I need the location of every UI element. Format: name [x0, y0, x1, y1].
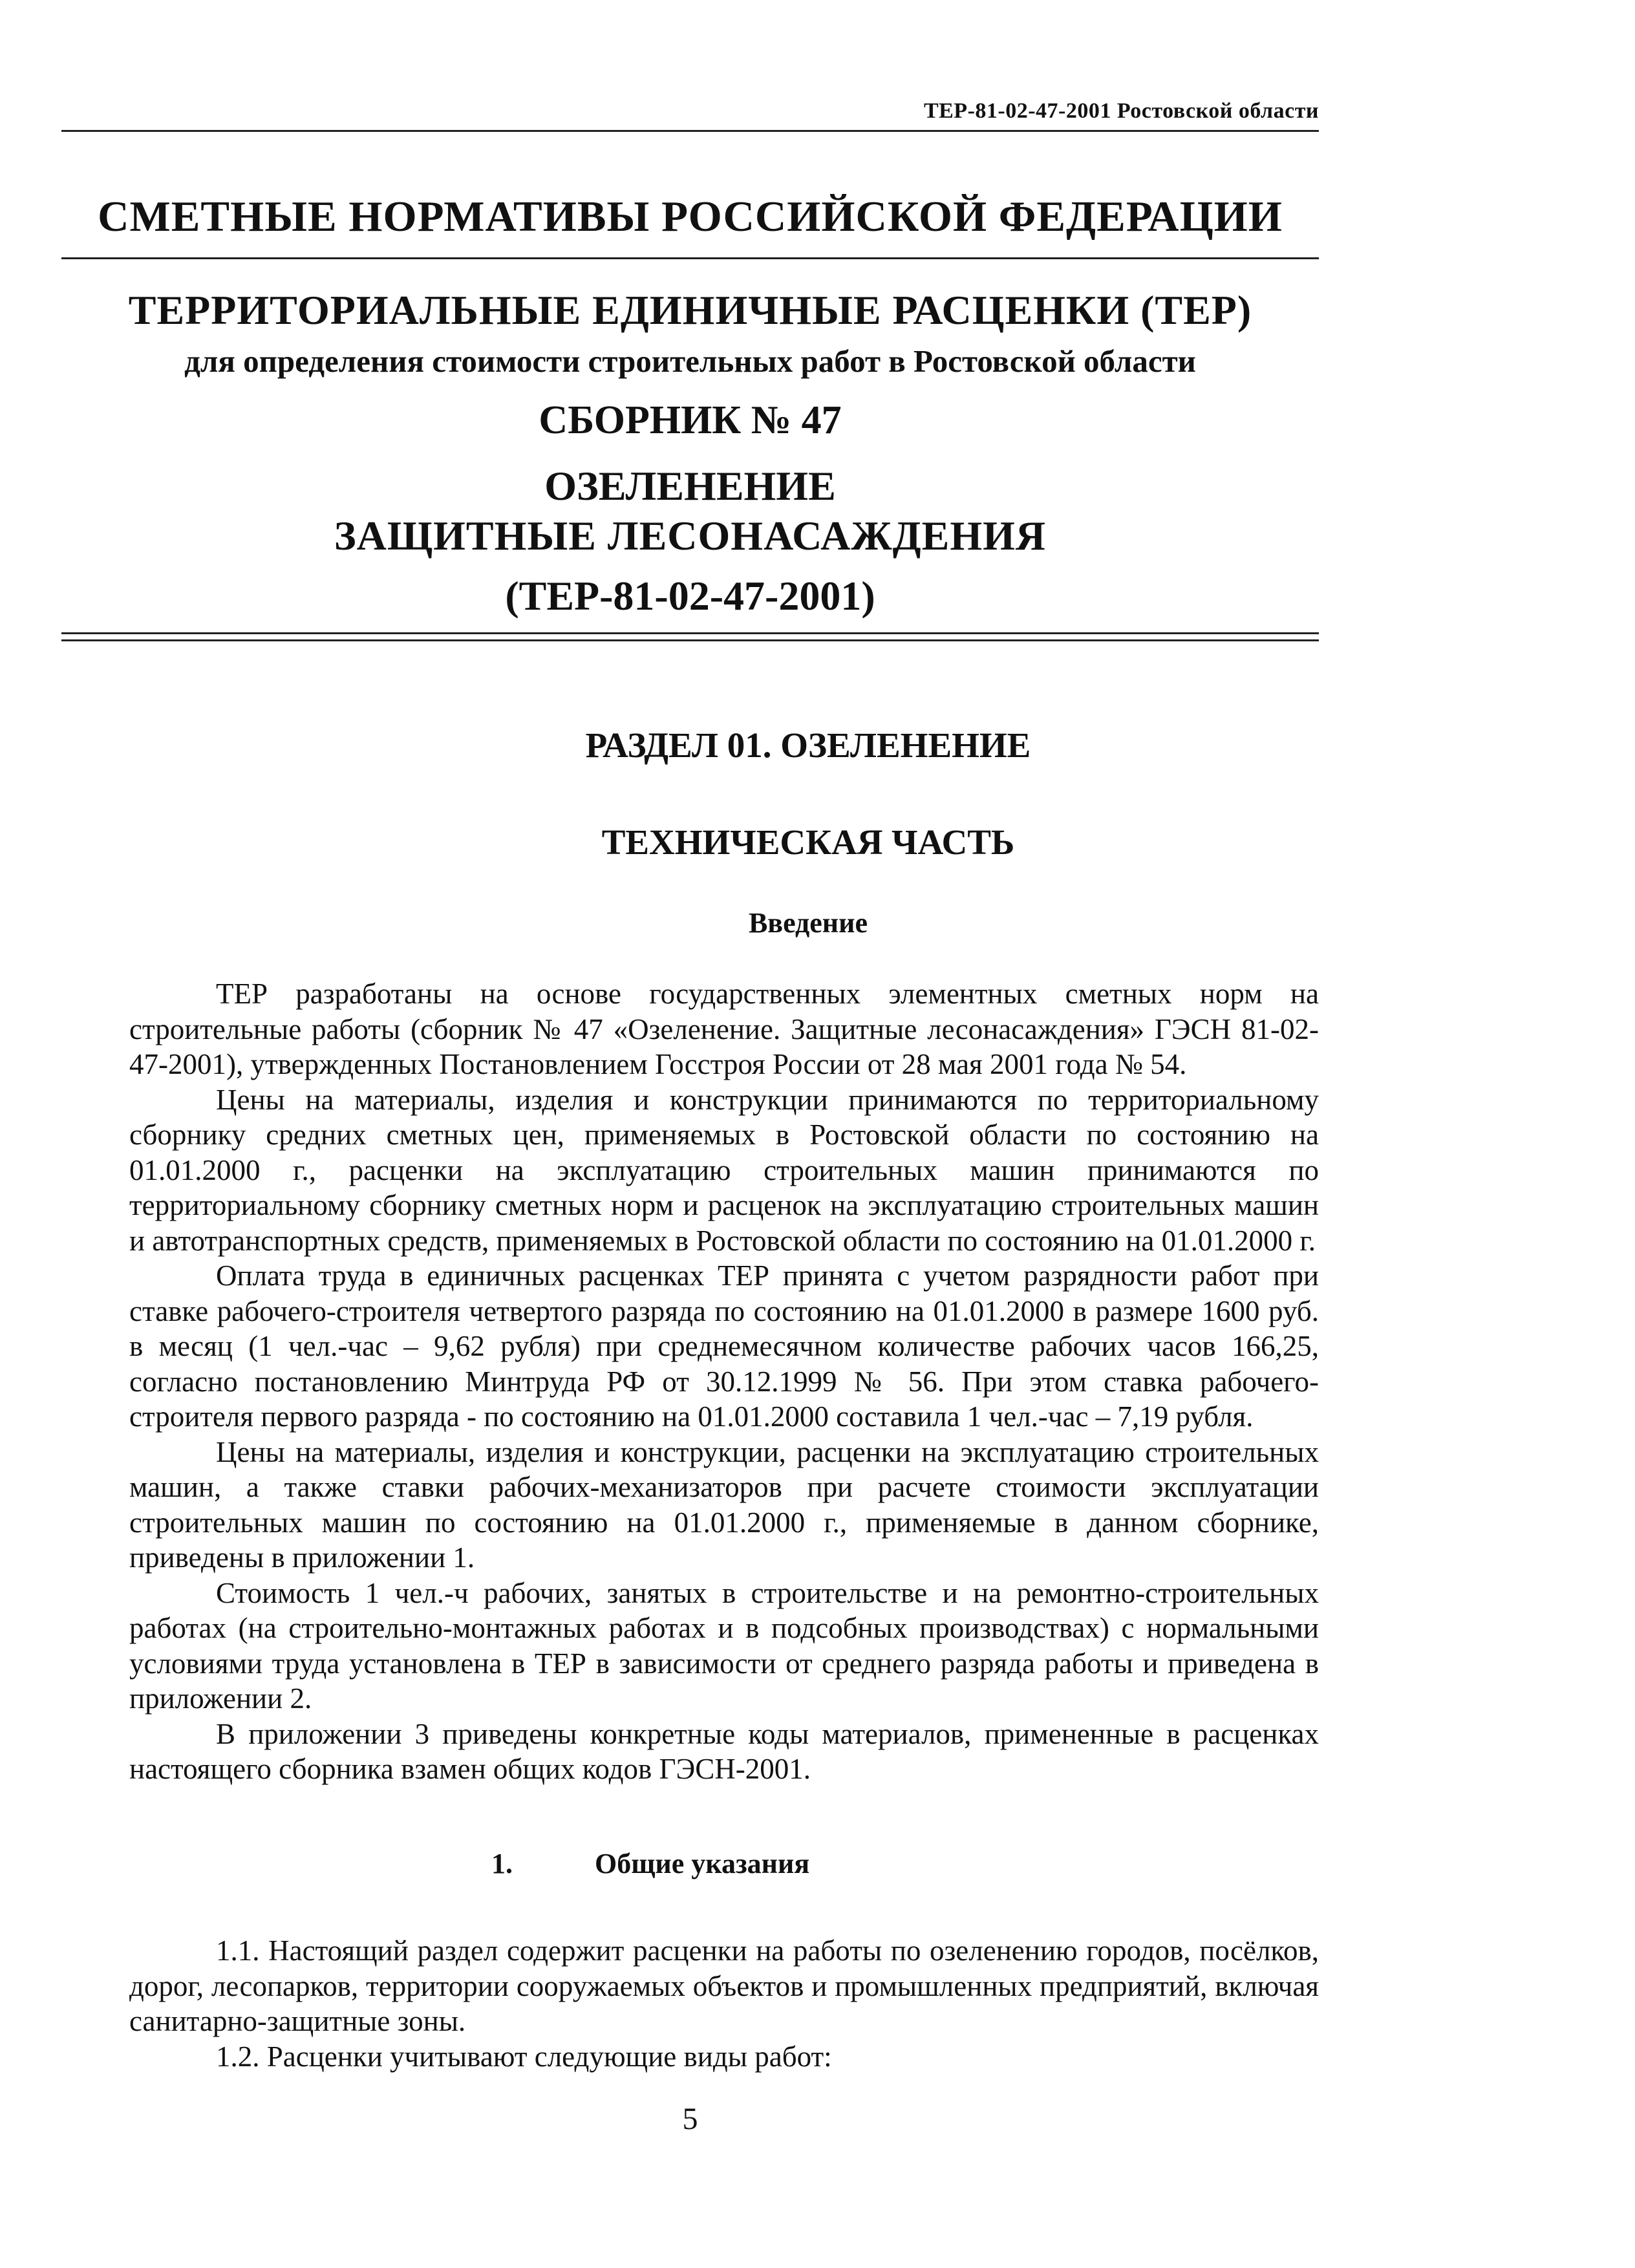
section-title: РАЗДЕЛ 01. ОЗЕЛЕНЕНИЕ — [585, 725, 1031, 765]
intro-paragraph: Оплата труда в единичных расценках ТЕР принята с учетом разрядности работ при ставке рабочего-строителя четвертого разряда по состоянию на 01.01.2000 в размере 1600 руб. в месяц (1 чел.-час – 9,62 рубля) при среднемесячном количестве рабочих часов 166,25, согласно постановлению Минтруда РФ от 30.12.1999 № 56. При этом ставка рабочего-строителя первого разряда - по состоянию на 01.01.2000 составила 1 чел.-час – 7,19 рубля. — [129, 1259, 1319, 1433]
intro-paragraph: Цены на материалы, изделия и конструкции принимаются по территориальному сборнику средних сметных цен, применяемых в Ростовской области по состоянию на 01.01.2000 г., расценки на эксплуатацию строительных машин принимаются по территориальному сборнику сметных норм и расценок на эксплуатацию строительных машин и автотранспортных средств, применяемых в Ростовской области по состоянию на 01.01.2000 г. — [129, 1083, 1319, 1257]
tech-part-title: ТЕХНИЧЕСКАЯ ЧАСТЬ — [601, 822, 1015, 862]
general-paragraph: 1.2. Расценки учитывают следующие виды работ: — [216, 2040, 832, 2073]
intro-text — [129, 976, 1319, 1787]
general-heading-number: 1. — [491, 1848, 513, 1879]
document-code: (ТЕР-81-02-47-2001) — [505, 573, 875, 619]
general-text — [129, 1933, 1319, 2074]
intro-title: Введение — [748, 907, 868, 939]
title-double-rule — [61, 632, 1319, 641]
intro-paragraph: Стоимость 1 чел.-ч рабочих, занятых в строительстве и на ремонтно-строительных работах (на строительно-монтажных работах и в подсобных производствах) с нормальными условиями труда установлена в ТЕР в зависимости от среднего разряда работы и приведена в приложении 2. — [129, 1576, 1319, 1715]
title-rule — [61, 257, 1319, 259]
intro-paragraph: Цены на материалы, изделия и конструкции, расценки на эксплуатацию строительных машин, а также ставки рабочих-механизаторов при расчете стоимости эксплуатации строительных машин по состоянию на 01.01.2000 г., применяемые в данном сборнике, приведены в приложении 1. — [129, 1435, 1319, 1574]
topic-line-2: ЗАЩИТНЫЕ ЛЕСОНАСАЖДЕНИЯ — [334, 513, 1047, 559]
intro-paragraph: ТЕР разработаны на основе государственных элементных сметных норм на строительные работы (сборник № 47 «Озеленение. Защитные лесонасаждения» ГЭСН 81-02-47-2001), утвержденных Постановлением Госстроя России от 28 мая 2001 года № 54. — [129, 978, 1319, 1080]
collection-number: СБОРНИК № 47 — [539, 398, 842, 442]
top-title: СМЕТНЫЕ НОРМАТИВЫ РОССИЙСКОЙ ФЕДЕРАЦИИ — [98, 193, 1283, 241]
topic-line-1: ОЗЕЛЕНЕНИЕ — [544, 463, 836, 509]
general-paragraph: 1.1. Настоящий раздел содержит расценки на работы по озеленению городов, посёлков, дорог, лесопарков, территории сооружаемых объектов и промышленных предприятий, включая санитарно-защитные зоны. — [129, 1934, 1319, 2037]
general-heading-title: Общие указания — [595, 1848, 810, 1879]
intro-paragraph: В приложении 3 приведены конкретные коды материалов, примененные в расценках настоящего сборника взамен общих кодов ГЭСН-2001. — [129, 1717, 1319, 1785]
page-number: 5 — [682, 2102, 698, 2136]
ter-title: ТЕРРИТОРИАЛЬНЫЕ ЕДИНИЧНЫЕ РАСЦЕНКИ (ТЕР) — [128, 287, 1252, 333]
ter-subtitle: для определения стоимости строительных работ в Ростовской области — [184, 343, 1196, 379]
running-header: ТЕР-81-02-47-2001 Ростовской области — [61, 92, 1319, 132]
